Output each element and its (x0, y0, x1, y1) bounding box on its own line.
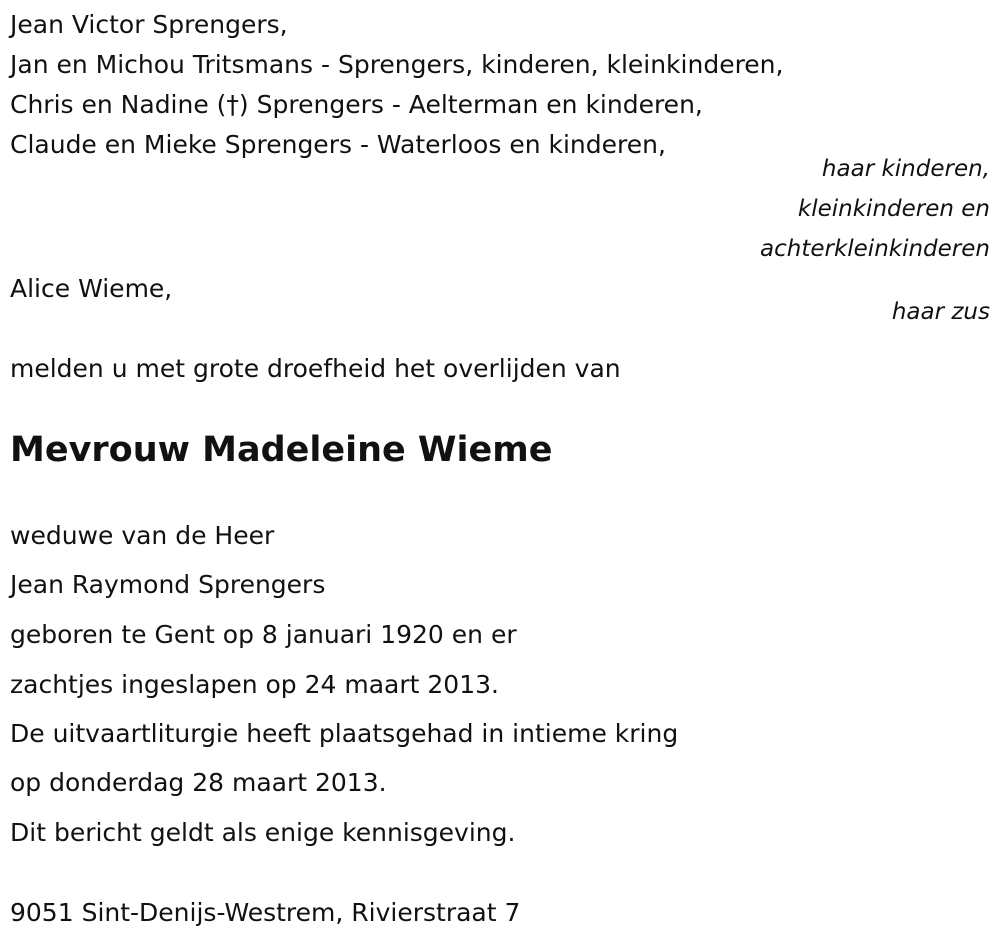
detail-line: Dit bericht geldt als enige kennisgeving. (10, 818, 516, 847)
family-line-3: Chris en Nadine (†) Sprengers - Aelterman en kinderen, (10, 90, 703, 119)
announcement-text: melden u met grote droefheid het overlijden van (10, 354, 621, 383)
detail-line: geboren te Gent op 8 januari 1920 en er (10, 620, 517, 649)
relation-children: haar kinderen, (821, 156, 990, 182)
detail-line: zachtjes ingeslapen op 24 maart 2013. (10, 670, 499, 699)
relation-great-grandchildren: achterkleinkinderen (760, 236, 990, 262)
relation-grandchildren: kleinkinderen en (797, 196, 990, 222)
relation-sister: haar zus (891, 299, 990, 325)
deceased-name: Mevrouw Madeleine Wieme (10, 430, 553, 470)
family-line-2: Jan en Michou Tritsmans - Sprengers, kinderen, kleinkinderen, (10, 50, 784, 79)
sister-name: Alice Wieme, (10, 274, 173, 303)
family-line-4: Claude en Mieke Sprengers - Waterloos en kinderen, (10, 130, 666, 159)
detail-line: weduwe van de Heer (10, 521, 275, 550)
family-line-1: Jean Victor Sprengers, (10, 10, 288, 39)
detail-line: De uitvaartliturgie heeft plaatsgehad in intieme kring (10, 719, 679, 748)
detail-line: op donderdag 28 maart 2013. (10, 768, 387, 797)
detail-line: Jean Raymond Sprengers (10, 570, 326, 599)
address: 9051 Sint-Denijs-Westrem, Rivierstraat 7 (10, 898, 521, 927)
